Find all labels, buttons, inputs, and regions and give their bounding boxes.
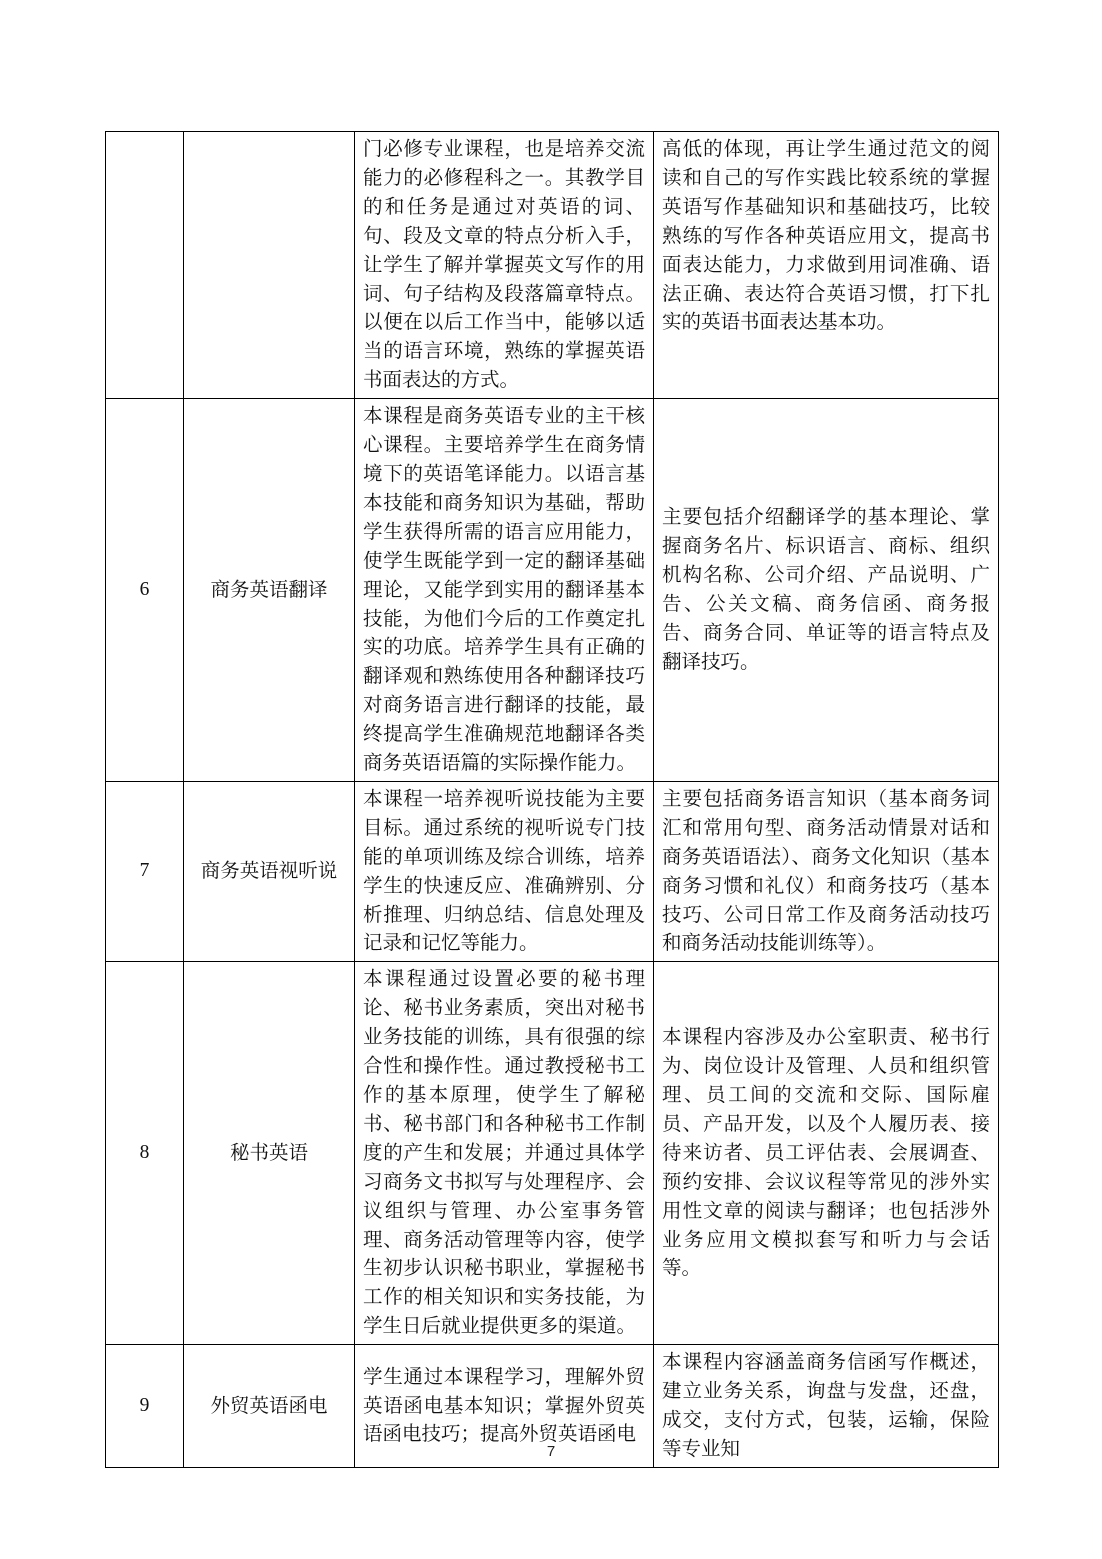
table-row bbox=[106, 132, 999, 399]
course-content-cell: 高低的体现，再让学生通过范文的阅读和自己的写作实践比较系统的掌握英语写作基础知识和基础技巧，比较熟练的写作各种英语应用文，提高书面表达能力，力求做到用词准确、语法正确、表达符合英语习惯，打下扎实的英语书面表达基本功。 bbox=[654, 132, 999, 399]
table-row bbox=[106, 962, 999, 1345]
course-name-cell bbox=[184, 132, 355, 399]
course-number-cell: 9 bbox=[106, 1345, 184, 1468]
course-objective-cell: 门必修专业课程，也是培养交流能力的必修程科之一。其教学目的和任务是通过对英语的词、句、段及文章的特点分析入手，让学生了解并掌握英文写作的用词、句子结构及段落篇章特点。以便在以后工作当中，能够以适当的语言环境，熟练的掌握英语书面表达的方式。 bbox=[355, 132, 654, 399]
course-objective-cell: 学生通过本课程学习，理解外贸英语函电基本知识；掌握外贸英语函电技巧；提高外贸英语函电 bbox=[355, 1345, 654, 1468]
course-number-cell: 8 bbox=[106, 962, 184, 1345]
course-number-cell: 6 bbox=[106, 399, 184, 782]
course-objective-cell: 本课程通过设置必要的秘书理论、秘书业务素质，突出对秘书业务技能的训练，具有很强的综合性和操作性。通过教授秘书工作的基本原理，使学生了解秘书、秘书部门和各种秘书工作制度的产生和发展；并通过具体学习商务文书拟写与处理程序、会议组织与管理、办公室事务管理、商务活动管理等内容，使学生初步认识秘书职业，掌握秘书工作的相关知识和实务技能，为学生日后就业提供更多的渠道。 bbox=[355, 962, 654, 1345]
course-content-cell: 本课程内容涉及办公室职责、秘书行为、岗位设计及管理、人员和组织管理、员工间的交流和交际、国际雇员、产品开发，以及个人履历表、接待来访者、员工评估表、会展调查、预约安排、会议议程等常见的涉外实用性文章的阅读与翻译；也包括涉外业务应用文模拟套写和听力与会话等。 bbox=[654, 962, 999, 1345]
course-content-cell: 主要包括商务语言知识（基本商务词汇和常用句型、商务活动情景对话和商务英语语法）、商务文化知识（基本商务习惯和礼仪）和商务技巧（基本技巧、公司日常工作及商务活动技巧和商务活动技能训练等）。 bbox=[654, 781, 999, 961]
course-content-cell: 本课程内容涵盖商务信函写作概述，建立业务关系，询盘与发盘，还盘，成交，支付方式，包装，运输，保险等专业知 bbox=[654, 1345, 999, 1468]
page-number: 7 bbox=[546, 1443, 556, 1460]
course-number-cell: 7 bbox=[106, 781, 184, 961]
course-objective-cell: 本课程一培养视听说技能为主要目标。通过系统的视听说专门技能的单项训练及综合训练，培养学生的快速反应、准确辨别、分析推理、归纳总结、信息处理及记录和记忆等能力。 bbox=[355, 781, 654, 961]
table-row bbox=[106, 399, 999, 782]
course-objective-cell: 本课程是商务英语专业的主干核心课程。主要培养学生在商务情境下的英语笔译能力。以语言基本技能和商务知识为基础，帮助学生获得所需的语言应用能力，使学生既能学到一定的翻译基础理论，又能学到实用的翻译基本技能，为他们今后的工作奠定扎实的功底。培养学生具有正确的翻译观和熟练使用各种翻译技巧对商务语言进行翻译的技能，最终提高学生准确规范地翻译各类商务英语语篇的实际操作能力。 bbox=[355, 399, 654, 782]
course-name-cell: 秘书英语 bbox=[184, 962, 355, 1345]
course-table bbox=[105, 131, 999, 1468]
course-name-cell: 外贸英语函电 bbox=[184, 1345, 355, 1468]
course-content-cell: 主要包括介绍翻译学的基本理论、掌握商务名片、标识语言、商标、组织机构名称、公司介绍、产品说明、广告、公关文稿、商务信函、商务报告、商务合同、单证等的语言特点及翻译技巧。 bbox=[654, 399, 999, 782]
course-name-cell: 商务英语翻译 bbox=[184, 399, 355, 782]
table-row bbox=[106, 781, 999, 961]
course-number-cell bbox=[106, 132, 184, 399]
course-name-cell: 商务英语视听说 bbox=[184, 781, 355, 961]
